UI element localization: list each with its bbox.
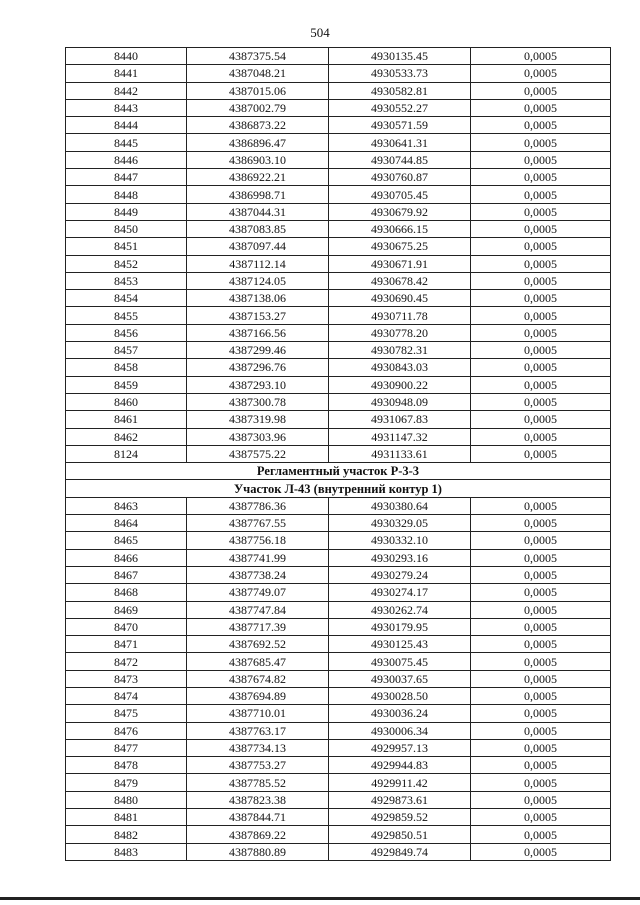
accuracy-cell: 0,0005 (471, 151, 611, 168)
y-coordinate-cell: 4930582.81 (329, 82, 471, 99)
x-coordinate-cell: 4387786.36 (187, 497, 329, 514)
x-coordinate-cell: 4387299.46 (187, 342, 329, 359)
accuracy-cell: 0,0005 (471, 774, 611, 791)
point-number-cell: 8445 (66, 134, 187, 151)
y-coordinate-cell: 4929873.61 (329, 791, 471, 808)
coordinates-table (65, 47, 611, 861)
x-coordinate-cell: 4387710.01 (187, 705, 329, 722)
table-row (66, 601, 611, 618)
point-number-cell: 8460 (66, 393, 187, 410)
x-coordinate-cell: 4387048.21 (187, 65, 329, 82)
point-number-cell: 8482 (66, 826, 187, 843)
y-coordinate-cell: 4929911.42 (329, 774, 471, 791)
table-section-headers (66, 463, 611, 498)
section-row (66, 463, 611, 480)
point-number-cell: 8471 (66, 636, 187, 653)
point-number-cell: 8477 (66, 739, 187, 756)
subsection-title: Участок Л-43 (внутренний контур 1) (66, 480, 611, 497)
point-number-cell: 8450 (66, 220, 187, 237)
x-coordinate-cell: 4387112.14 (187, 255, 329, 272)
table-body-before (66, 48, 611, 463)
x-coordinate-cell: 4387734.13 (187, 739, 329, 756)
y-coordinate-cell: 4930744.85 (329, 151, 471, 168)
y-coordinate-cell: 4930006.34 (329, 722, 471, 739)
y-coordinate-cell: 4930711.78 (329, 307, 471, 324)
x-coordinate-cell: 4386922.21 (187, 169, 329, 186)
accuracy-cell: 0,0005 (471, 653, 611, 670)
y-coordinate-cell: 4930671.91 (329, 255, 471, 272)
table-row (66, 48, 611, 65)
y-coordinate-cell: 4930843.03 (329, 359, 471, 376)
accuracy-cell: 0,0005 (471, 220, 611, 237)
x-coordinate-cell: 4387844.71 (187, 809, 329, 826)
x-coordinate-cell: 4387694.89 (187, 687, 329, 704)
x-coordinate-cell: 4387124.05 (187, 272, 329, 289)
y-coordinate-cell: 4930690.45 (329, 290, 471, 307)
table-row (66, 636, 611, 653)
table-row (66, 255, 611, 272)
y-coordinate-cell: 4930028.50 (329, 687, 471, 704)
table-row (66, 324, 611, 341)
table-row (66, 532, 611, 549)
x-coordinate-cell: 4387375.54 (187, 48, 329, 65)
point-number-cell: 8480 (66, 791, 187, 808)
accuracy-cell: 0,0005 (471, 342, 611, 359)
accuracy-cell: 0,0005 (471, 307, 611, 324)
x-coordinate-cell: 4387741.99 (187, 549, 329, 566)
table-row (66, 134, 611, 151)
point-number-cell: 8463 (66, 497, 187, 514)
y-coordinate-cell: 4930948.09 (329, 393, 471, 410)
x-coordinate-cell: 4387717.39 (187, 618, 329, 635)
accuracy-cell: 0,0005 (471, 99, 611, 116)
accuracy-cell: 0,0005 (471, 584, 611, 601)
table-row (66, 82, 611, 99)
x-coordinate-cell: 4387685.47 (187, 653, 329, 670)
table-row (66, 791, 611, 808)
table-row (66, 169, 611, 186)
x-coordinate-cell: 4386896.47 (187, 134, 329, 151)
accuracy-cell: 0,0005 (471, 722, 611, 739)
y-coordinate-cell: 4930179.95 (329, 618, 471, 635)
point-number-cell: 8452 (66, 255, 187, 272)
table-row (66, 238, 611, 255)
table-row (66, 359, 611, 376)
table-row (66, 687, 611, 704)
y-coordinate-cell: 4930782.31 (329, 342, 471, 359)
x-coordinate-cell: 4387153.27 (187, 307, 329, 324)
y-coordinate-cell: 4930262.74 (329, 601, 471, 618)
point-number-cell: 8470 (66, 618, 187, 635)
x-coordinate-cell: 4387692.52 (187, 636, 329, 653)
table-row (66, 290, 611, 307)
x-coordinate-cell: 4387869.22 (187, 826, 329, 843)
y-coordinate-cell: 4930125.43 (329, 636, 471, 653)
y-coordinate-cell: 4929849.74 (329, 843, 471, 860)
accuracy-cell: 0,0005 (471, 843, 611, 860)
point-number-cell: 8478 (66, 757, 187, 774)
y-coordinate-cell: 4930037.65 (329, 670, 471, 687)
point-number-cell: 8461 (66, 411, 187, 428)
accuracy-cell: 0,0005 (471, 393, 611, 410)
x-coordinate-cell: 4387575.22 (187, 445, 329, 462)
x-coordinate-cell: 4387015.06 (187, 82, 329, 99)
point-number-cell: 8444 (66, 117, 187, 134)
y-coordinate-cell: 4930135.45 (329, 48, 471, 65)
y-coordinate-cell: 4930274.17 (329, 584, 471, 601)
y-coordinate-cell: 4930279.24 (329, 566, 471, 583)
accuracy-cell: 0,0005 (471, 532, 611, 549)
table-row (66, 151, 611, 168)
table-row (66, 809, 611, 826)
x-coordinate-cell: 4387747.84 (187, 601, 329, 618)
point-number-cell: 8441 (66, 65, 187, 82)
table-row (66, 65, 611, 82)
table-row (66, 549, 611, 566)
point-number-cell: 8472 (66, 653, 187, 670)
accuracy-cell: 0,0005 (471, 186, 611, 203)
y-coordinate-cell: 4930075.45 (329, 653, 471, 670)
y-coordinate-cell: 4930705.45 (329, 186, 471, 203)
y-coordinate-cell: 4930900.22 (329, 376, 471, 393)
accuracy-cell: 0,0005 (471, 809, 611, 826)
x-coordinate-cell: 4387767.55 (187, 515, 329, 532)
table-row (66, 774, 611, 791)
point-number-cell: 8453 (66, 272, 187, 289)
table-row (66, 515, 611, 532)
accuracy-cell: 0,0005 (471, 65, 611, 82)
accuracy-cell: 0,0005 (471, 376, 611, 393)
y-coordinate-cell: 4930666.15 (329, 220, 471, 237)
bottom-rule (0, 897, 640, 900)
x-coordinate-cell: 4387296.76 (187, 359, 329, 376)
table-row (66, 272, 611, 289)
y-coordinate-cell: 4929944.83 (329, 757, 471, 774)
accuracy-cell: 0,0005 (471, 411, 611, 428)
y-coordinate-cell: 4930533.73 (329, 65, 471, 82)
x-coordinate-cell: 4387753.27 (187, 757, 329, 774)
point-number-cell: 8476 (66, 722, 187, 739)
accuracy-cell: 0,0005 (471, 739, 611, 756)
x-coordinate-cell: 4387738.24 (187, 566, 329, 583)
accuracy-cell: 0,0005 (471, 238, 611, 255)
point-number-cell: 8473 (66, 670, 187, 687)
accuracy-cell: 0,0005 (471, 497, 611, 514)
x-coordinate-cell: 4387763.17 (187, 722, 329, 739)
table-row (66, 705, 611, 722)
point-number-cell: 8455 (66, 307, 187, 324)
y-coordinate-cell: 4930571.59 (329, 117, 471, 134)
y-coordinate-cell: 4930778.20 (329, 324, 471, 341)
point-number-cell: 8479 (66, 774, 187, 791)
point-number-cell: 8442 (66, 82, 187, 99)
point-number-cell: 8467 (66, 566, 187, 583)
accuracy-cell: 0,0005 (471, 515, 611, 532)
accuracy-cell: 0,0005 (471, 636, 611, 653)
point-number-cell: 8447 (66, 169, 187, 186)
accuracy-cell: 0,0005 (471, 359, 611, 376)
x-coordinate-cell: 4387166.56 (187, 324, 329, 341)
point-number-cell: 8483 (66, 843, 187, 860)
point-number-cell: 8466 (66, 549, 187, 566)
table-row (66, 117, 611, 134)
point-number-cell: 8446 (66, 151, 187, 168)
accuracy-cell: 0,0005 (471, 757, 611, 774)
table-row (66, 566, 611, 583)
table-row (66, 307, 611, 324)
x-coordinate-cell: 4387044.31 (187, 203, 329, 220)
point-number-cell: 8124 (66, 445, 187, 462)
accuracy-cell: 0,0005 (471, 670, 611, 687)
x-coordinate-cell: 4387300.78 (187, 393, 329, 410)
point-number-cell: 8474 (66, 687, 187, 704)
y-coordinate-cell: 4930036.24 (329, 705, 471, 722)
y-coordinate-cell: 4929859.52 (329, 809, 471, 826)
y-coordinate-cell: 4930332.10 (329, 532, 471, 549)
y-coordinate-cell: 4930293.16 (329, 549, 471, 566)
table-row (66, 618, 611, 635)
point-number-cell: 8440 (66, 48, 187, 65)
x-coordinate-cell: 4387138.06 (187, 290, 329, 307)
x-coordinate-cell: 4387319.98 (187, 411, 329, 428)
table-row (66, 497, 611, 514)
table-row (66, 584, 611, 601)
table-row (66, 843, 611, 860)
y-coordinate-cell: 4930641.31 (329, 134, 471, 151)
accuracy-cell: 0,0005 (471, 272, 611, 289)
accuracy-cell: 0,0005 (471, 687, 611, 704)
x-coordinate-cell: 4387756.18 (187, 532, 329, 549)
y-coordinate-cell: 4931147.32 (329, 428, 471, 445)
y-coordinate-cell: 4931133.61 (329, 445, 471, 462)
x-coordinate-cell: 4387083.85 (187, 220, 329, 237)
x-coordinate-cell: 4387823.38 (187, 791, 329, 808)
accuracy-cell: 0,0005 (471, 203, 611, 220)
table-row (66, 757, 611, 774)
point-number-cell: 8451 (66, 238, 187, 255)
y-coordinate-cell: 4930760.87 (329, 169, 471, 186)
point-number-cell: 8464 (66, 515, 187, 532)
point-number-cell: 8475 (66, 705, 187, 722)
subsection-row (66, 480, 611, 497)
point-number-cell: 8459 (66, 376, 187, 393)
accuracy-cell: 0,0005 (471, 290, 611, 307)
y-coordinate-cell: 4929850.51 (329, 826, 471, 843)
x-coordinate-cell: 4386998.71 (187, 186, 329, 203)
x-coordinate-cell: 4387293.10 (187, 376, 329, 393)
page-number: 504 (310, 25, 330, 40)
x-coordinate-cell: 4387674.82 (187, 670, 329, 687)
y-coordinate-cell: 4930380.64 (329, 497, 471, 514)
table-row (66, 722, 611, 739)
x-coordinate-cell: 4387880.89 (187, 843, 329, 860)
x-coordinate-cell: 4386873.22 (187, 117, 329, 134)
accuracy-cell: 0,0005 (471, 826, 611, 843)
x-coordinate-cell: 4387749.07 (187, 584, 329, 601)
table-row (66, 203, 611, 220)
accuracy-cell: 0,0005 (471, 117, 611, 134)
y-coordinate-cell: 4931067.83 (329, 411, 471, 428)
accuracy-cell: 0,0005 (471, 601, 611, 618)
y-coordinate-cell: 4930675.25 (329, 238, 471, 255)
accuracy-cell: 0,0005 (471, 169, 611, 186)
x-coordinate-cell: 4387002.79 (187, 99, 329, 116)
y-coordinate-cell: 4930329.05 (329, 515, 471, 532)
table-row (66, 376, 611, 393)
x-coordinate-cell: 4386903.10 (187, 151, 329, 168)
accuracy-cell: 0,0005 (471, 82, 611, 99)
accuracy-cell: 0,0005 (471, 134, 611, 151)
accuracy-cell: 0,0005 (471, 48, 611, 65)
y-coordinate-cell: 4930678.42 (329, 272, 471, 289)
accuracy-cell: 0,0005 (471, 445, 611, 462)
point-number-cell: 8469 (66, 601, 187, 618)
point-number-cell: 8465 (66, 532, 187, 549)
y-coordinate-cell: 4929957.13 (329, 739, 471, 756)
accuracy-cell: 0,0005 (471, 428, 611, 445)
x-coordinate-cell: 4387303.96 (187, 428, 329, 445)
table-row (66, 411, 611, 428)
point-number-cell: 8458 (66, 359, 187, 376)
table-body-after (66, 497, 611, 860)
point-number-cell: 8456 (66, 324, 187, 341)
point-number-cell: 8457 (66, 342, 187, 359)
accuracy-cell: 0,0005 (471, 791, 611, 808)
x-coordinate-cell: 4387097.44 (187, 238, 329, 255)
accuracy-cell: 0,0005 (471, 255, 611, 272)
table-row (66, 342, 611, 359)
table-row (66, 99, 611, 116)
y-coordinate-cell: 4930552.27 (329, 99, 471, 116)
point-number-cell: 8481 (66, 809, 187, 826)
x-coordinate-cell: 4387785.52 (187, 774, 329, 791)
section-title: Регламентный участок Р-3-3 (66, 463, 611, 480)
table-row (66, 428, 611, 445)
point-number-cell: 8454 (66, 290, 187, 307)
table-row (66, 445, 611, 462)
point-number-cell: 8462 (66, 428, 187, 445)
table-row (66, 653, 611, 670)
point-number-cell: 8448 (66, 186, 187, 203)
point-number-cell: 8468 (66, 584, 187, 601)
y-coordinate-cell: 4930679.92 (329, 203, 471, 220)
accuracy-cell: 0,0005 (471, 324, 611, 341)
table-row (66, 186, 611, 203)
table-row (66, 393, 611, 410)
accuracy-cell: 0,0005 (471, 566, 611, 583)
table-row (66, 220, 611, 237)
table-row (66, 739, 611, 756)
table-row (66, 670, 611, 687)
table-row (66, 826, 611, 843)
accuracy-cell: 0,0005 (471, 549, 611, 566)
accuracy-cell: 0,0005 (471, 705, 611, 722)
point-number-cell: 8443 (66, 99, 187, 116)
point-number-cell: 8449 (66, 203, 187, 220)
accuracy-cell: 0,0005 (471, 618, 611, 635)
